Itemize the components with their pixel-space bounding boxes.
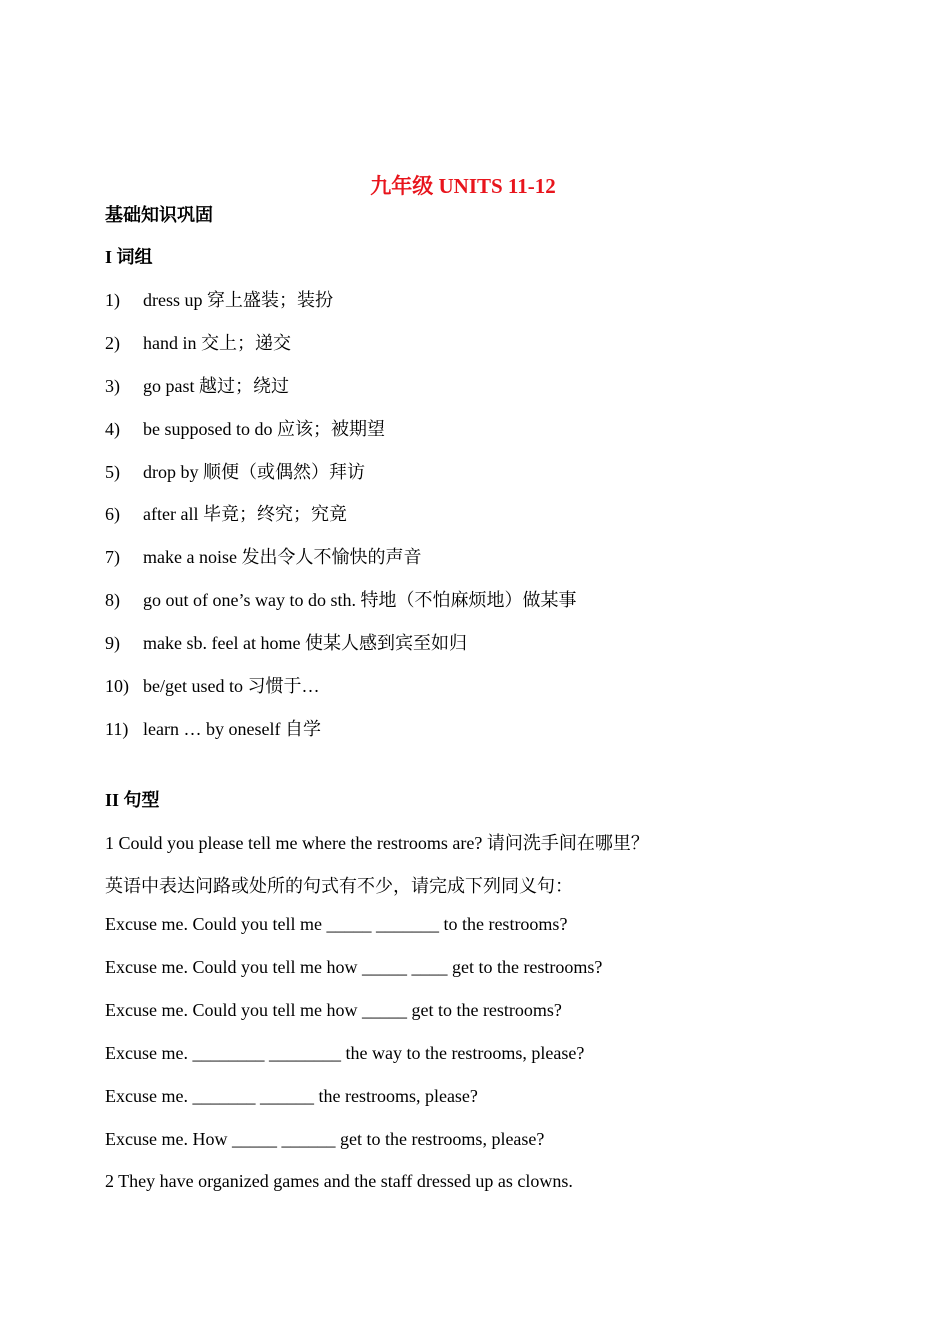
list-number: 9) (105, 633, 120, 653)
exercise-line: Excuse me. _______ ______ the restrooms, please? (105, 1086, 478, 1106)
list-item (105, 372, 289, 398)
list-item (105, 329, 291, 355)
list-number: 2) (105, 333, 120, 353)
list-number: 5) (105, 462, 120, 482)
section-heading-phrases: I 词组 (105, 247, 153, 267)
list-text: go out of one’s way to do sth. 特地（不怕麻烦地）做某事 (143, 590, 577, 610)
list-text: learn … by oneself 自学 (143, 719, 321, 739)
list-text: go past 越过；绕过 (143, 376, 289, 396)
list-item (105, 500, 347, 526)
list-item (105, 415, 385, 441)
list-number: 10) (105, 676, 129, 696)
list-text: after all 毕竟；终究；究竟 (143, 504, 347, 524)
list-text: make a noise 发出令人不愉快的声音 (143, 547, 422, 567)
list-text: hand in 交上；递交 (143, 333, 291, 353)
list-number: 8) (105, 590, 120, 610)
list-number: 7) (105, 547, 120, 567)
list-number: 4) (105, 419, 120, 439)
list-text: be supposed to do 应该；被期望 (143, 419, 385, 439)
list-number: 6) (105, 504, 120, 524)
exercise-line: Excuse me. Could you tell me how _____ ____ get to the restrooms? (105, 957, 603, 977)
list-item (105, 458, 365, 484)
list-item (105, 286, 333, 312)
exercise-line: Excuse me. How _____ ______ get to the restrooms, please? (105, 1129, 545, 1149)
list-item (105, 672, 319, 698)
sentence-line: 1 Could you please tell me where the restrooms are? 请问洗手间在哪里？ (105, 833, 649, 853)
section-heading-main: 基础知识巩固 (105, 205, 213, 225)
exercise-line: Excuse me. Could you tell me _____ _______ to the restrooms? (105, 914, 568, 934)
list-text: drop by 顺便（或偶然）拜访 (143, 462, 365, 482)
exercise-line: Excuse me. Could you tell me how _____ get to the restrooms? (105, 1000, 562, 1020)
exercise-line: Excuse me. ________ ________ the way to the restrooms, please? (105, 1043, 585, 1063)
list-item (105, 543, 421, 569)
list-text: dress up 穿上盛装；装扮 (143, 290, 333, 310)
list-item (105, 715, 321, 741)
list-number: 11) (105, 719, 129, 739)
list-item (105, 629, 467, 655)
list-number: 3) (105, 376, 120, 396)
sentence-line: 2 They have organized games and the staff dressed up as clowns. (105, 1171, 573, 1191)
section-heading-sentences: II 句型 (105, 790, 160, 810)
page-title: 九年级 UNITS 11-12 (370, 174, 556, 198)
list-number: 1) (105, 290, 120, 310)
list-text: be/get used to 习惯于… (143, 676, 320, 696)
instruction-line: 英语中表达问路或处所的句式有不少，请完成下列同义句： (105, 876, 573, 896)
list-text: make sb. feel at home 使某人感到宾至如归 (143, 633, 467, 653)
list-item (105, 586, 576, 612)
